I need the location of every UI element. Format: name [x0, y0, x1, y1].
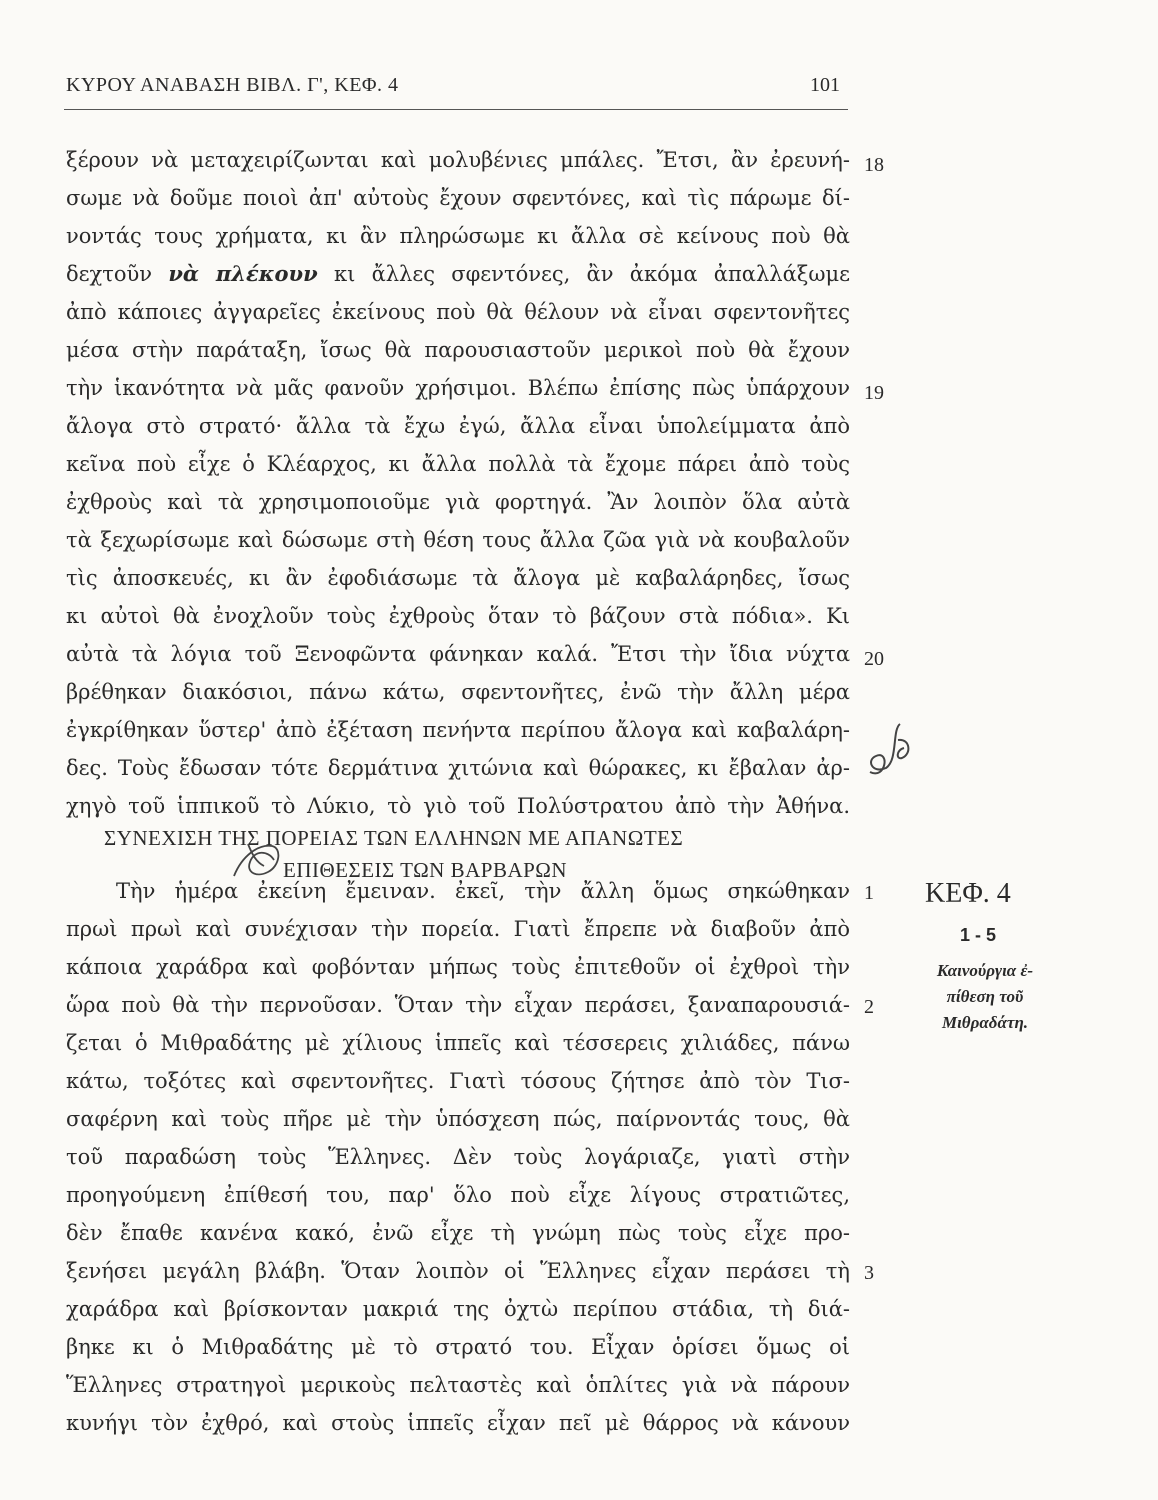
- paragraph-number: 20: [864, 648, 884, 670]
- text-line: προηγούμενη ἐπίθεσή του, παρ' ὅλο ποὺ εἶχε λίγους στρατιῶτες,: [66, 1183, 850, 1207]
- text-line: ξέρουν νὰ μεταχειρίζωνται καὶ μολυβένιες μπάλες. Ἔτσι, ἂν ἐρευνή-: [66, 148, 850, 172]
- text-line: ἐχθροὺς καὶ τὰ χρησιμοποιοῦμε γιὰ φορτηγά. Ἂν λοιπὸν ὅλα αὐτὰ: [66, 490, 850, 514]
- text-line: τοῦ παραδώση τοὺς Ἕλληνες. Δὲν τοὺς λογάριαζε, γιατὶ στὴν: [66, 1145, 850, 1169]
- text-line: κυνήγι τὸν ἐχθρό, καὶ στοὺς ἱππεῖς εἶχαν πεῖ μὲ θάρρος νὰ κάνουν: [66, 1411, 850, 1435]
- running-header-title: ΚΥΡΟΥ ΑΝΑΒΑΣΗ ΒΙΒΛ. Γ', ΚΕΦ. 4: [66, 74, 399, 96]
- sidenote-caption-line: Καινούργια ἐ-: [936, 961, 1034, 980]
- text-line: ξενήσει μεγάλη βλάβη. Ὅταν λοιπὸν οἱ Ἕλληνες εἶχαν περάσει τὴ: [66, 1259, 850, 1283]
- paragraph-number: 1: [864, 882, 874, 904]
- text-line: βηκε κι ὁ Μιθραδάτης μὲ τὸ στρατό του. Εἶχαν ὁρίσει ὅμως οἱ: [66, 1335, 850, 1359]
- text-line: πρωὶ πρωὶ καὶ συνέχισαν τὴν πορεία. Γιατὶ ἔπρεπε νὰ διαβοῦν ἀπὸ: [66, 917, 850, 941]
- text-line: τὴν ἱκανότητα νὰ μᾶς φανοῦν χρήσιμοι. Βλέπω ἐπίσης πὼς ὑπάρχουν: [66, 376, 850, 400]
- text-line: ἐγκρίθηκαν ὕστερ' ἀπὸ ἐξέταση πενήντα περίπου ἄλογα καὶ καβαλάρη-: [66, 718, 850, 742]
- text-line: σαφέρνη καὶ τοὺς πῆρε μὲ τὴν ὑπόσχεση πώς, παίρνοντάς τους, θὰ: [66, 1107, 850, 1131]
- text-line: δες. Τοὺς ἔδωσαν τότε δερμάτινα χιτώνια καὶ θώρακες, κι ἔβαλαν ἀρ-: [66, 756, 850, 780]
- text-line: ἄλογα στὸ στρατό· ἄλλα τὰ ἔχω ἐγώ, ἄλλα εἶναι ὑπολείμματα ἀπὸ: [66, 414, 850, 438]
- line-rest: κι ἄλλες σφεντόνες, ἂν ἀκόμα ἀπαλλάξωμε: [333, 262, 850, 286]
- text-line: αὐτὰ τὰ λόγια τοῦ Ξενοφῶντα φάνηκαν καλά. Ἔτσι τὴν ἴδια νύχτα: [66, 642, 850, 666]
- text-line: κάποια χαράδρα καὶ φοβόνταν μήπως τοὺς ἐπιτεθοῦν οἱ ἐχθροὶ τὴν: [66, 955, 850, 979]
- text-line: τὶς ἀποσκευές, κι ἂν ἐφοδιάσωμε τὰ ἄλογα μὲ καβαλάρηδες, ἴσως: [66, 566, 850, 590]
- text-line: Τὴν ἡμέρα ἐκείνη ἔμειναν. ἐκεῖ, τὴν ἄλλη ὅμως σηκώθηκαν: [116, 879, 850, 903]
- text-line: χαράδρα καὶ βρίσκονταν μακριά της ὀχτὼ περίπου στάδια, τὴ διά-: [66, 1297, 850, 1321]
- emphasized-phrase: νὰ πλέκουν: [168, 261, 318, 286]
- sidenote-chapter: ΚΕΦ. 4: [925, 878, 1011, 909]
- text-line: βρέθηκαν διακόσιοι, πάνω κάτω, σφεντονῆτες, ἐνῶ τὴν ἄλλη μέρα: [66, 680, 850, 704]
- text-line: χηγὸ τοῦ ἱππικοῦ τὸ Λύκιο, τὸ γιὸ τοῦ Πολύστρατου ἀπὸ τὴν Ἀθήνα.: [66, 794, 850, 818]
- paragraph-number: 3: [864, 1262, 874, 1284]
- paragraph-number: 18: [864, 154, 884, 176]
- text-line: κάτω, τοξότες καὶ σφεντονῆτες. Γιατὶ τόσους ζήτησε ἀπὸ τὸν Τισ-: [66, 1069, 850, 1093]
- text-line: τὰ ξεχωρίσωμε καὶ δώσωμε στὴ θέση τους ἄλλα ζῶα γιὰ νὰ κουβαλοῦν: [66, 528, 850, 552]
- paragraph-number: 19: [864, 382, 884, 404]
- text-line: ὥρα ποὺ θὰ τὴν περνοῦσαν. Ὅταν τὴν εἶχαν περάσει, ξαναπαρουσιά-: [66, 993, 850, 1017]
- paragraph-number: 2: [864, 996, 874, 1018]
- text-line: Ἕλληνες στρατηγοὶ μερικοὺς πελταστὲς καὶ ὁπλίτες γιὰ νὰ πάρουν: [66, 1373, 850, 1397]
- text-line: μέσα στὴν παράταξη, ἴσως θὰ παρουσιαστοῦν μερικοὶ ποὺ θὰ ἔχουν: [66, 338, 850, 362]
- section-heading-line-1: ΣΥΝΕΧΙΣΗ ΤΗΣ ΠΟΡΕΙΑΣ ΤΩΝ ΕΛΛΗΝΩΝ ΜΕ ΑΠΑΝΩΤΕΣ: [104, 826, 684, 850]
- text-line: νοντάς τους χρήματα, κι ἂν πληρώσωμε κι ἄλλα σὲ κείνους ποὺ θὰ: [66, 224, 850, 248]
- text-line: σωμε νὰ δοῦμε ποιοὶ ἀπ' αὐτοὺς ἔχουν σφεντόνες, καὶ τὶς πάρωμε δί-: [66, 186, 850, 210]
- sidenote-caption-line: πίθεση τοῦ: [946, 987, 1024, 1006]
- handwritten-mark-icon: [858, 710, 918, 790]
- header-rule: [64, 109, 848, 110]
- section-heading-line-2: ΕΠΙΘΕΣΕΙΣ ΤΩΝ ΒΑΡΒΑΡΩΝ: [283, 858, 568, 882]
- sidenote-caption-line: Μιθραδάτη.: [941, 1013, 1029, 1032]
- text-line: δὲν ἔπαθε κανένα κακό, ἐνῶ εἶχε τὴ γνώμη πὼς τοὺς εἶχε προ-: [66, 1221, 850, 1245]
- page-number: 101: [810, 74, 840, 96]
- sidenote-caption: [910, 958, 1060, 1036]
- text-line-with-emphasis: [66, 259, 850, 289]
- text-line: ζεται ὁ Μιθραδάτης μὲ χίλιους ἱππεῖς καὶ τέσσερεις χιλιάδες, πάνω: [66, 1031, 850, 1055]
- text-line: κι αὐτοὶ θὰ ἐνοχλοῦν τοὺς ἐχθροὺς ὅταν τὸ βάζουν στὰ πόδια». Κι: [66, 604, 850, 628]
- line-start: δεχτοῦν: [66, 262, 153, 286]
- text-line: ἀπὸ κάποιες ἀγγαρεῖες ἐκείνους ποὺ θὰ θέλουν νὰ εἶναι σφεντονῆτες: [66, 300, 850, 324]
- text-line: κεῖνα ποὺ εἶχε ὁ Κλέαρχος, κι ἄλλα πολλὰ τὰ ἔχομε πάρει ἀπὸ τοὺς: [66, 452, 850, 476]
- sidenote-range: 1 - 5: [960, 925, 997, 945]
